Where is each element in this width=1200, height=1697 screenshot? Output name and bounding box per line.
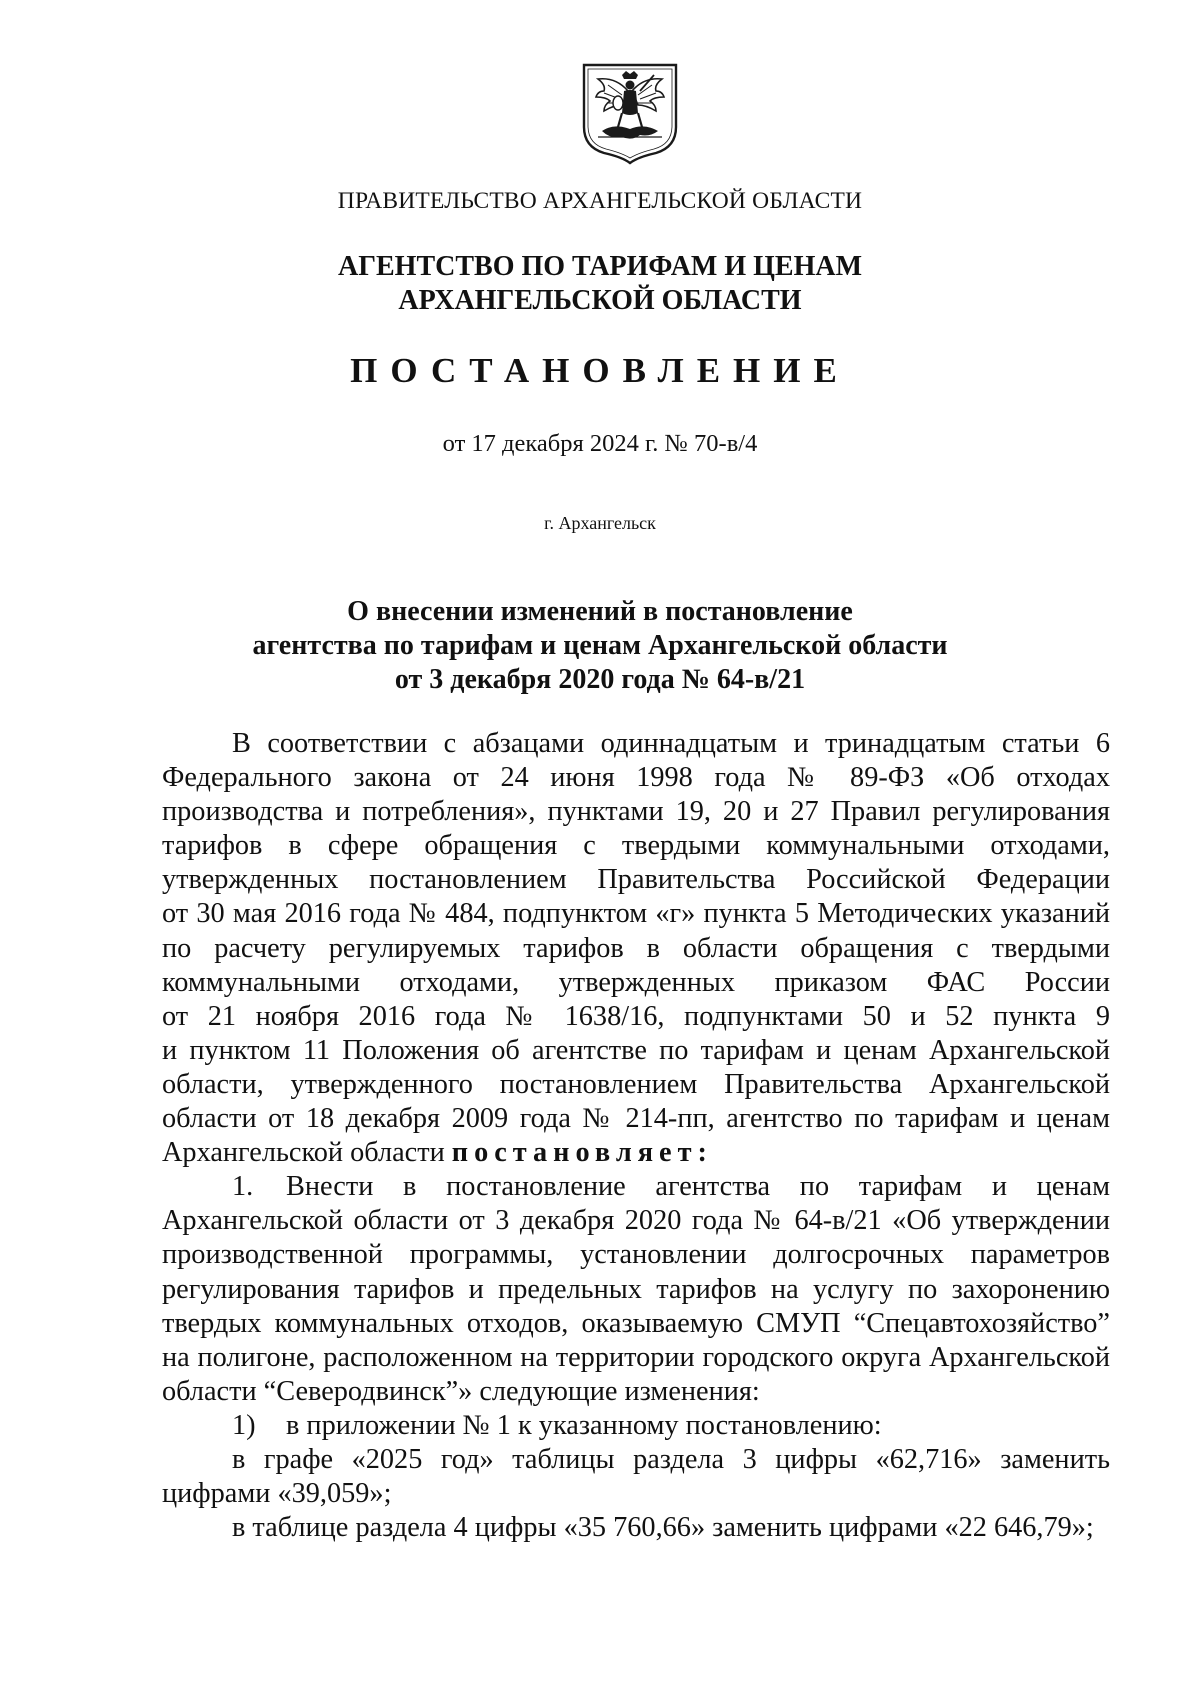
title-line: от 3 декабря 2020 года № 64-в/21 <box>394 664 806 695</box>
coat-of-arms-icon <box>578 61 682 165</box>
body-line: В соответствии с абзацами одиннадцатым и тринадцатым статьи 6 <box>232 728 1110 759</box>
change-1 <box>162 1443 1110 1511</box>
change-2: в таблице раздела 4 цифры «35 760,66» заменить цифрами «22 646,79»; <box>232 1512 1094 1544</box>
body-line <box>162 1136 1110 1170</box>
body-line: Федерального закона от 24 июня 1998 года № 89-ФЗ «Об отходах <box>162 762 1110 794</box>
body-line: утвержденных постановлением Правительства Российской Федерации <box>162 864 1110 896</box>
body-line: области от 18 декабря 2009 года № 214-пп, агентство по тарифам и ценам <box>162 1103 1110 1135</box>
body-line: от 30 мая 2016 года № 484, подпунктом «г» пункта 5 Методических указаний <box>162 898 1110 930</box>
item-number: 1. <box>232 1171 254 1203</box>
item-1-first-line: Внести в постановление агентства по тарифам и ценам <box>286 1171 1110 1203</box>
body-line: твердых коммунальных отходов, оказываемую СМУП “Спецавтохозяйство” <box>162 1307 1110 1339</box>
body-line: Архангельской области от 3 декабря 2020 года № 64-в/21 «Об утверждении <box>162 1205 1110 1237</box>
body-line: и пунктом 11 Положения об агентстве по тарифам и ценам Архангельской <box>162 1034 1110 1066</box>
body-line: области, утвержденного постановлением Правительства Архангельской <box>162 1068 1110 1100</box>
agency-name-line: АГЕНТСТВО ПО ТАРИФАМ И ЦЕНАМ <box>337 251 863 282</box>
resolves-word: постановляет: <box>451 1137 713 1169</box>
body-line: в графе «2025 год» таблицы раздела 3 цифры «62,716» заменить <box>232 1443 1110 1475</box>
item-1 <box>162 1170 1110 1409</box>
document-city: г. Архангельск <box>544 513 656 533</box>
government-name: ПРАВИТЕЛЬСТВО АРХАНГЕЛЬСКОЙ ОБЛАСТИ <box>337 188 863 214</box>
document-body <box>162 727 1110 1545</box>
body-line: цифрами «39,059»; <box>162 1478 392 1510</box>
title-line: О внесении изменений в постановление <box>347 596 853 627</box>
sub-item-1 <box>162 1409 1110 1443</box>
body-line: тарифов в сфере обращения с твердыми коммунальными отходами, <box>162 830 1110 862</box>
body-line: производства и потребления», пунктами 19, 20 и 27 Правил регулирования <box>162 796 1110 828</box>
body-line: производственной программы, установлении долгосрочных параметров <box>162 1239 1110 1271</box>
body-line: регулирования тарифов и предельных тарифов на услугу по захоронению <box>162 1273 1110 1305</box>
body-line <box>162 1170 1110 1204</box>
preamble <box>162 727 1110 1170</box>
document-title <box>0 595 1200 697</box>
body-line: по расчету регулируемых тарифов в области обращения с твердыми <box>162 932 1110 964</box>
body-line: на полигоне, расположенном на территории городского округа Архангельской <box>162 1341 1110 1373</box>
body-line: области “Северодвинск”» следующие изменения: <box>162 1375 760 1407</box>
agency-name <box>0 250 1200 318</box>
preamble-last-prefix: Архангельской области <box>162 1137 452 1169</box>
sub-item-number: 1) <box>232 1409 256 1441</box>
document-type: ПОСТАНОВЛЕНИЕ <box>350 351 850 390</box>
sub-item-text: в приложении № 1 к указанному постановлению: <box>286 1409 882 1441</box>
body-line: коммунальными отходами, утвержденных приказом ФАС России <box>162 966 1110 998</box>
document-date-number: от 17 декабря 2024 г. № 70-в/4 <box>442 430 758 457</box>
title-line: агентства по тарифам и ценам Архангельской области <box>252 630 948 661</box>
body-line: от 21 ноября 2016 года № 1638/16, подпунктами 50 и 52 пункта 9 <box>162 1000 1110 1032</box>
agency-name-line: АРХАНГЕЛЬСКОЙ ОБЛАСТИ <box>398 285 802 316</box>
